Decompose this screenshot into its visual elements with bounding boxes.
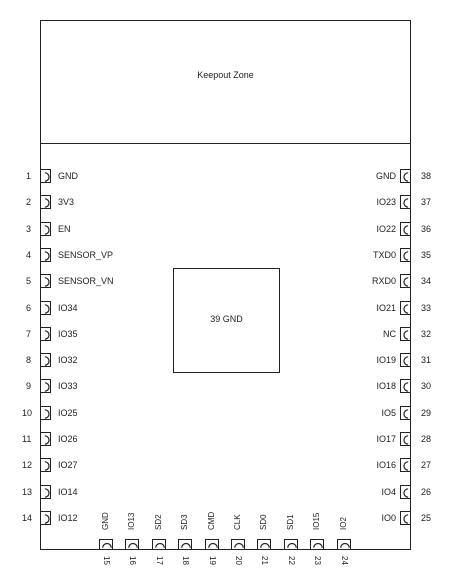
bottom-pin-number: 16 <box>128 556 138 565</box>
bottom-pin-label: GND <box>101 512 110 530</box>
center-gnd-label: 39 GND <box>210 314 243 324</box>
left-pin-number: 6 <box>26 302 32 313</box>
keepout-zone-label: Keepout Zone <box>197 70 254 80</box>
right-pin-label: NC <box>383 328 396 339</box>
right-pin-label: IO4 <box>381 486 396 497</box>
right-pin-label: GND <box>376 171 396 181</box>
left-pin-number: 13 <box>22 486 33 497</box>
bottom-pin-number: 19 <box>207 556 217 565</box>
right-pin-number: 35 <box>421 249 432 260</box>
left-pin-label: EN <box>58 223 71 234</box>
bottom-pin-label: IO15 <box>312 512 322 530</box>
right-pin-number: 34 <box>421 276 432 287</box>
bottom-pin-label: CLK <box>233 514 242 530</box>
bottom-pin-pad <box>99 539 113 550</box>
left-pin-pad <box>40 432 51 446</box>
keepout-divider <box>40 143 411 144</box>
right-pin-number: 27 <box>421 460 432 471</box>
left-pin-number: 10 <box>22 407 33 418</box>
left-pin-number: 4 <box>26 249 32 260</box>
left-pin-label: IO25 <box>58 407 78 418</box>
left-pin-pad <box>40 379 51 393</box>
left-pin-pad <box>40 274 51 288</box>
bottom-pin-number: 22 <box>286 556 296 565</box>
left-pin-number: 3 <box>26 223 32 234</box>
left-pin-number: 5 <box>26 276 32 287</box>
left-pin-number: 7 <box>26 328 32 339</box>
left-pin-label: IO33 <box>58 381 78 392</box>
left-pin-pad <box>40 301 51 315</box>
left-pin-label: IO14 <box>58 486 78 497</box>
left-pin-pad <box>40 458 51 472</box>
right-pin-number: 38 <box>421 171 432 181</box>
right-pin-label: IO19 <box>376 355 396 366</box>
right-pin-pad <box>400 511 411 525</box>
left-pin-number: 11 <box>22 434 32 444</box>
left-pin-number: 14 <box>22 512 33 523</box>
left-pin-pad <box>40 327 51 341</box>
bottom-pin-number: 18 <box>181 556 191 565</box>
left-pin-label: IO12 <box>58 512 78 523</box>
right-pin-pad <box>400 222 411 236</box>
bottom-pin-pad <box>284 539 298 550</box>
right-pin-pad <box>400 195 411 209</box>
left-pin-label: IO27 <box>58 460 78 471</box>
right-pin-pad <box>400 248 411 262</box>
right-pin-pad <box>400 485 411 499</box>
bottom-pin-label: SD3 <box>180 514 190 530</box>
left-pin-label: 3V3 <box>58 197 75 208</box>
bottom-pin-label: IO2 <box>338 517 348 530</box>
left-pin-label: GND <box>58 171 78 181</box>
left-pin-number: 2 <box>26 197 32 208</box>
left-pin-pad <box>40 169 51 183</box>
bottom-pin-label: SD2 <box>153 514 163 530</box>
right-pin-pad <box>400 169 411 183</box>
right-pin-label: IO0 <box>381 512 396 523</box>
right-pin-number: 29 <box>421 407 432 418</box>
bottom-pin-number: 15 <box>102 556 111 565</box>
right-pin-label: IO16 <box>376 460 396 471</box>
bottom-pin-number: 20 <box>234 556 243 565</box>
bottom-pin-number: 17 <box>154 556 164 565</box>
right-pin-pad <box>400 327 411 341</box>
right-pin-number: 26 <box>421 486 432 497</box>
bottom-pin-label: IO13 <box>127 512 137 530</box>
left-pin-number: 9 <box>26 381 32 392</box>
right-pin-label: IO23 <box>376 197 396 208</box>
left-pin-pad <box>40 195 51 209</box>
left-pin-pad <box>40 248 51 262</box>
right-pin-label: IO22 <box>376 223 396 234</box>
right-pin-number: 25 <box>421 512 432 523</box>
right-pin-number: 30 <box>421 381 432 392</box>
bottom-pin-pad <box>231 539 245 550</box>
left-pin-number: 12 <box>22 460 33 471</box>
right-pin-number: 36 <box>421 223 432 234</box>
bottom-pin-number: 21 <box>260 556 270 565</box>
bottom-pin-pad <box>205 539 219 550</box>
right-pin-pad <box>400 274 411 288</box>
right-pin-number: 33 <box>421 302 432 313</box>
right-pin-number: 37 <box>421 197 432 208</box>
bottom-pin-number: 23 <box>313 556 323 565</box>
bottom-pin-number: 24 <box>339 556 349 565</box>
right-pin-number: 28 <box>421 434 432 444</box>
left-pin-label: IO34 <box>58 302 78 313</box>
left-pin-number: 8 <box>26 355 32 366</box>
left-pin-pad <box>40 485 51 499</box>
right-pin-label: RXD0 <box>371 276 396 287</box>
right-pin-pad <box>400 406 411 420</box>
right-pin-number: 31 <box>421 355 432 366</box>
left-pin-label: IO32 <box>58 355 78 366</box>
left-pin-label: IO26 <box>58 434 78 444</box>
right-pin-pad <box>400 458 411 472</box>
bottom-pin-pad <box>178 539 192 550</box>
right-pin-pad <box>400 379 411 393</box>
right-pin-number: 32 <box>421 328 432 339</box>
bottom-pin-label: CMD <box>206 511 216 530</box>
right-pin-label: IO18 <box>376 381 396 392</box>
bottom-pin-pad <box>337 539 351 550</box>
right-pin-label: IO5 <box>381 407 396 418</box>
bottom-pin-pad <box>125 539 139 550</box>
bottom-pin-pad <box>152 539 166 550</box>
bottom-pin-label: SD1 <box>285 514 295 530</box>
left-pin-pad <box>40 222 51 236</box>
right-pin-pad <box>400 432 411 446</box>
right-pin-pad <box>400 301 411 315</box>
bottom-pin-pad <box>310 539 324 550</box>
right-pin-label: TXD0 <box>372 249 396 260</box>
right-pin-pad <box>400 353 411 367</box>
left-pin-pad <box>40 406 51 420</box>
left-pin-pad <box>40 511 51 525</box>
left-pin-label: IO35 <box>58 328 78 339</box>
bottom-pin-pad <box>257 539 271 550</box>
left-pin-label: SENSOR_VP <box>58 249 114 260</box>
left-pin-pad <box>40 353 51 367</box>
left-pin-label: SENSOR_VN <box>58 276 114 287</box>
right-pin-label: IO17 <box>376 434 396 444</box>
left-pin-number: 1 <box>26 171 32 181</box>
right-pin-label: IO21 <box>376 302 396 313</box>
bottom-pin-label: SD0 <box>259 514 269 530</box>
